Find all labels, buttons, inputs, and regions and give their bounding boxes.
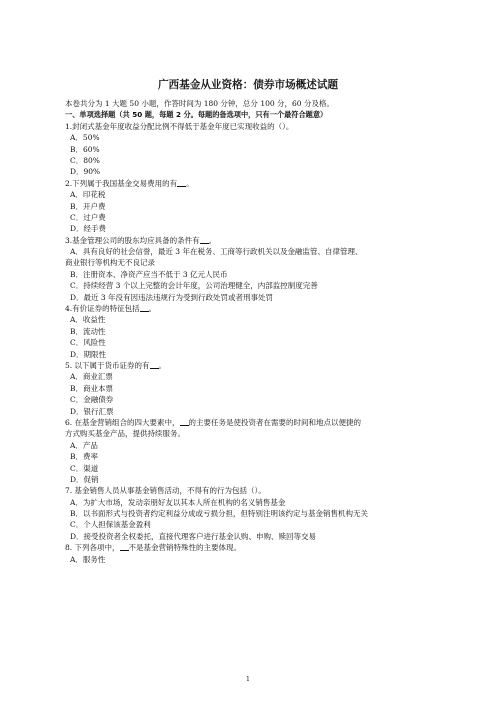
option-d: D．接受投资者全权委托，直接代理客户进行基金认购、申购、赎回等交易 — [70, 531, 317, 541]
option-a: A．印花税 — [70, 190, 106, 200]
document-body — [65, 98, 431, 565]
stem-text-end: 。 — [158, 360, 167, 370]
question-stem — [65, 303, 431, 314]
option-b: B．开户费 — [70, 201, 106, 211]
option-b: B．费率 — [70, 452, 99, 462]
stem-text-end: 。 — [186, 178, 194, 188]
option-c: C．过户费 — [70, 212, 106, 222]
option-b: B．注册资本、净资产应当不低于 3 亿元人民币 — [70, 269, 228, 279]
option-a-continued: 商业银行等机构无不良记录 — [65, 258, 155, 268]
question-stem: 7. 基金销售人员从事基金销售活动，不得有的行为包括（）。 — [65, 486, 266, 496]
option-d: D．经手费 — [70, 224, 107, 234]
stem-text: 8. 下列各项中， — [65, 543, 120, 553]
answer-blank — [140, 304, 149, 312]
question-stem — [65, 417, 431, 428]
answer-blank — [177, 179, 186, 187]
option-d: D．银行汇票 — [70, 406, 114, 416]
option-d: D．90% — [70, 167, 101, 177]
stem-text: 6. 在基金营销组合的四大要素中， — [65, 417, 180, 427]
stem-text-end: 不是基金营销特殊性的主要体现。 — [128, 543, 242, 553]
document-title: 广西基金从业资格：债券市场概述试题 — [157, 79, 339, 91]
question-stem: 1.封闭式基金年度收益分配比例不得低于基金年度已实现收益的（）。 — [65, 121, 294, 131]
answer-blank — [120, 543, 129, 551]
question-stem — [65, 235, 431, 246]
option-b: B．60% — [70, 144, 100, 154]
answer-blank — [150, 361, 159, 369]
option-c: C．个人担保该基金盈利 — [70, 520, 151, 530]
option-c: C．风险性 — [70, 338, 106, 348]
option-c: C．80% — [70, 155, 100, 165]
option-a: A．服务性 — [70, 554, 106, 564]
option-d: D．期限性 — [70, 349, 107, 359]
question-stem — [65, 542, 431, 553]
option-b: B．商业本票 — [70, 383, 114, 393]
option-c: C．渠道 — [70, 463, 99, 473]
answer-blank — [180, 418, 189, 426]
option-b: B．流动性 — [70, 326, 106, 336]
option-c: C．金融债券 — [70, 395, 114, 405]
option-a: A．商业汇票 — [70, 372, 113, 382]
stem-text-end: 的主要任务是使投资者在需要的时间和地点以便捷的 — [188, 417, 362, 427]
answer-blank — [200, 236, 209, 244]
option-d: D．最近 3 年没有因违法违规行为受到行政处罚或者刑事处罚 — [70, 292, 274, 302]
stem-text: 5. 以下属于货币证券的有 — [65, 360, 150, 370]
section-heading: 一、单项选择题（共 50 题，每题 2 分。每题的备选项中，只有一个最符合题意） — [65, 110, 328, 120]
option-a: A．收益性 — [70, 315, 106, 325]
question-stem — [65, 360, 431, 371]
stem-text-end: 。 — [148, 304, 157, 314]
option-a: A．具有良好的社会信誉，最近 3 年在税务、工商等行政机关以及金融监管、自律管理、 — [70, 247, 363, 257]
question-stem-continued: 方式购买基金产品，提供持续服务。 — [65, 429, 185, 439]
stem-text-end: 。 — [208, 235, 217, 245]
option-a: A．为扩大市场，发动亲朋好友以其本人所在机构的名义销售基金 — [70, 497, 286, 507]
option-a: A．产品 — [70, 440, 98, 450]
option-c: C．持续经营 3 个以上完整的会计年度，公司治理健全，内部监控制度完善 — [70, 281, 318, 291]
question-stem — [65, 178, 431, 189]
option-b: B．以书面形式与投资者约定利益分成或亏损分担，但特别注明该约定与基金销售机构无关 — [70, 509, 369, 519]
stem-text: 2.下列属于我国基金交易费用的有 — [65, 178, 178, 188]
intro-text: 本卷共分为 1 大题 50 小题，作答时间为 180 分钟，总分 100 分，60 分及格。 — [65, 99, 334, 108]
stem-text: 4.有价证券的特征包括 — [65, 304, 140, 314]
option-d: D．促销 — [70, 474, 99, 484]
option-a: A．50% — [70, 133, 100, 143]
stem-text: 3.基金管理公司的股东均应具备的条件有 — [65, 235, 200, 245]
page-number: 1 — [245, 675, 251, 683]
